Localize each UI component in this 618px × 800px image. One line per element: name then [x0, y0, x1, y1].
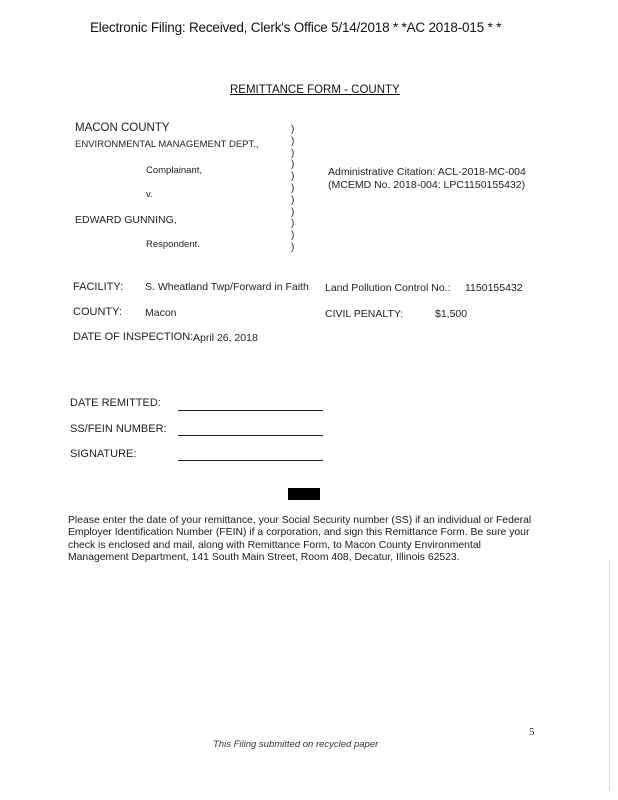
lpc-label: Land Pollution Control No.: — [325, 282, 451, 294]
signature-label: SIGNATURE: — [70, 448, 137, 460]
recycled-paper-note: This Filing submitted on recycled paper — [213, 739, 379, 750]
instructions-paragraph: Please enter the date of your remittance, your Social Security number (SS) if an individual or Federal Employer Identification Number (FEIN) if a corporation, and sign this Remittance Form. Be sure your check is enclosed and mail, along with Remittance Form, to Macon County Environmental Management Department, 141 South Main Street, Room 408, Decatur, Illinois 62523. — [68, 515, 532, 564]
inspection-value: April 26, 2018 — [193, 332, 258, 344]
date-remitted-label: DATE REMITTED: — [70, 397, 161, 409]
form-title: REMITTANCE FORM - COUNTY — [230, 84, 400, 96]
scan-edge-shadow — [609, 560, 610, 790]
ss-fein-label: SS/FEIN NUMBER: — [70, 423, 167, 435]
redaction-block — [288, 488, 320, 500]
respondent-name: EDWARD GUNNING, — [75, 214, 177, 226]
mcemd-number: (MCEMD No. 2018-004: LPC1150155432) — [328, 179, 526, 191]
facility-value: S. Wheatland Twp/Forward in Faith — [145, 281, 309, 293]
county-value: Macon — [145, 307, 177, 319]
date-remitted-input[interactable] — [178, 410, 323, 411]
inspection-label: DATE OF INSPECTION: — [73, 331, 194, 343]
county-label: COUNTY: — [73, 306, 122, 318]
respondent-role: Respondent. — [146, 239, 200, 250]
filing-stamp: Electronic Filing: Received, Clerk's Office 5/14/2018 * *AC 2018-015 * * — [90, 20, 502, 35]
penalty-label: CIVIL PENALTY: — [325, 308, 404, 320]
complainant-dept: ENVIRONMENTAL MANAGEMENT DEPT., — [75, 139, 259, 150]
signature-input[interactable] — [178, 460, 323, 461]
caption-parentheses: ) ) ) ) ) ) ) ) ) ) ) — [291, 124, 295, 253]
penalty-value: $1,500 — [435, 308, 468, 320]
facility-label: FACILITY: — [73, 281, 124, 293]
complainant-name: MACON COUNTY — [75, 122, 170, 134]
complainant-role: Complainant, — [146, 165, 202, 176]
versus-label: v. — [146, 189, 153, 200]
ss-fein-input[interactable] — [178, 435, 323, 436]
page-number: 5 — [529, 726, 535, 738]
citation-number: Administrative Citation: ACL-2018-MC-004 — [328, 166, 526, 178]
lpc-value: 1150155432 — [465, 282, 523, 294]
